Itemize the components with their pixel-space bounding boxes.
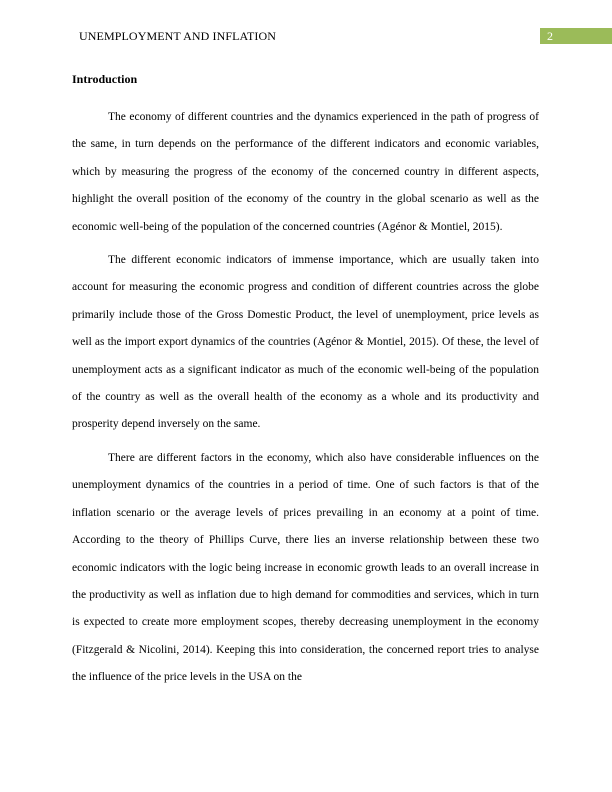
body-text xyxy=(72,104,539,698)
paragraph-2: The different economic indicators of immense importance, which are usually taken into account for measuring the economic progress and condition of different countries across the globe primarily include those of the Gross Domestic Product, the level of unemployment, price levels as well as the import export dynamics of the countries (Agénor & Montiel, 2015). Of these, the level of unemployment acts as a significant indicator as much of the economic well-being of the population of the country as well as the overall health of the economy as a whole and its productivity and prosperity depend inversely on the same. xyxy=(72,254,539,431)
page-number-badge: 2 xyxy=(540,28,612,44)
paragraph-3: There are different factors in the economy, which also have considerable influences on the unemployment dynamics of the countries in a period of time. One of such factors is that of the inflation scenario or the average levels of prices prevailing in an economy at a point of time. According to the theory of Phillips Curve, there lies an inverse relationship between these two economic indicators with the logic being increase in economic growth leads to an overall increase in the productivity as well as inflation due to high demand for commodities and services, which in turn is expected to create more employment scopes, thereby decreasing unemployment in the economy (Fitzgerald & Nicolini, 2014). Keeping this into consideration, the concerned report tries to analyse the influence of the price levels in the USA on the xyxy=(72,451,539,684)
section-heading: Introduction xyxy=(72,72,138,86)
running-header-title: UNEMPLOYMENT AND INFLATION xyxy=(79,29,277,43)
paragraph-1: The economy of different countries and the dynamics experienced in the path of progress of the same, in turn depends on the performance of the different indicators and economic variables, which by measuring the progress of the economy of the concerned country in different aspects, highlight the overall position of the economy of the country in the global scenario as well as the economic well-being of the population of the concerned countries (Agénor & Montiel, 2015). xyxy=(72,111,539,233)
